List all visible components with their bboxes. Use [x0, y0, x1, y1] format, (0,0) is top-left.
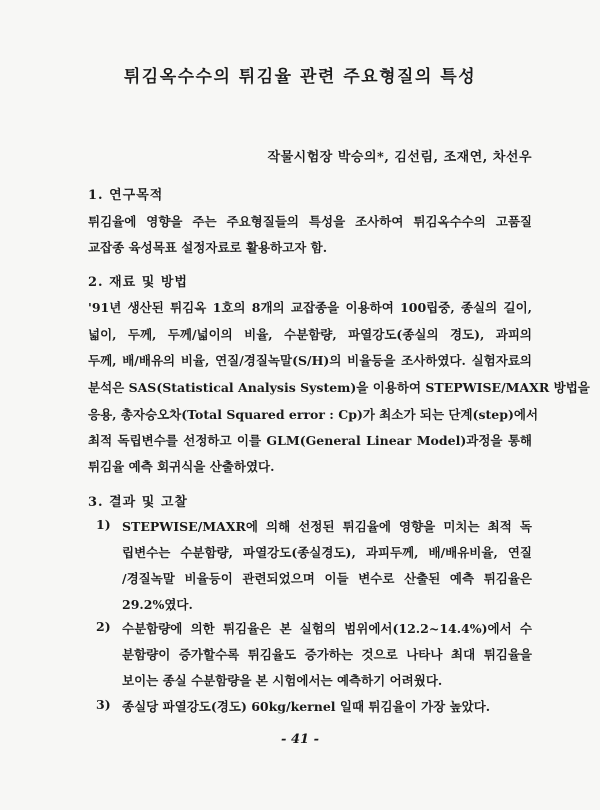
purpose-line: 튀김율에 영향을 주는 주요형질들의 특성을 조사하여 튀김옥수수의 고품질	[88, 214, 532, 229]
paper-title: 튀김옥수수의 튀김율 관련 주요형질의 특성	[123, 67, 477, 87]
result-item-number: 1)	[96, 517, 111, 532]
section-heading-methods: 2. 재료 및 방법	[88, 275, 188, 290]
result-item-line: 보이는 종실 수분함량을 본 시험에서는 예측하기 어려웠다.	[122, 673, 443, 688]
result-item-line: /경질녹말 비율등이 관련되었으며 이들 변수로 산출된 예측 튀김율은	[122, 571, 532, 586]
result-item-line: 29.2%였다.	[122, 597, 193, 612]
methods-line: 최적 독립변수를 선정하고 이를 GLM(General Linear Model)과정을 통해	[88, 433, 532, 448]
result-item-number: 2)	[96, 619, 111, 634]
page-number: - 41 -	[281, 732, 319, 747]
methods-line: 분석은 SAS(Statistical Analysis System)을 이용하여 STEPWISE/MAXR 방법을	[88, 380, 590, 395]
result-item-line: 분함량이 증가할수록 튀김율도 증가하는 것으로 나타나 최대 튀김율을	[122, 647, 532, 662]
result-item-line: 립변수는 수분함량, 파열강도(종실경도), 과피두께, 배/배유비율, 연질	[122, 545, 532, 560]
result-item-line: 수분함량에 의한 튀김율은 본 실험의 범위에서(12.2~14.4%)에서 수	[122, 621, 532, 636]
result-item-line: STEPWISE/MAXR에 의해 선정된 튀김율에 영향을 미치는 최적 독	[122, 519, 532, 534]
methods-line: 두께, 배/배유의 비율, 연질/경질녹말(S/H)의 비율등을 조사하였다. 실험자료의	[88, 353, 532, 368]
author-line: 작물시험장 박승의*, 김선림, 조재연, 차선우	[267, 150, 532, 165]
methods-line: 튀김율 예측 회귀식을 산출하였다.	[88, 459, 275, 474]
methods-line: 넓이, 두께, 두께/넓이의 비율, 수분함량, 파열강도(종실의 경도), 과피의	[88, 327, 532, 342]
section-heading-results: 3. 결과 및 고찰	[88, 495, 188, 510]
purpose-line: 교잡종 육성목표 설정자료로 활용하고자 함.	[88, 240, 328, 255]
methods-line: '91년 생산된 튀김옥 1호의 8개의 교잡종을 이용하여 100립중, 종실의 길이,	[88, 300, 532, 315]
methods-line: 응용, 총자승오차(Total Squared error : Cp)가 최소가 되는 단계(step)에서	[88, 407, 539, 422]
section-heading-purpose: 1. 연구목적	[88, 188, 164, 203]
result-item-line: 종실당 파열강도(경도) 60kg/kernel 일때 튀김율이 가장 높았다.	[122, 699, 491, 714]
result-item-number: 3)	[96, 697, 111, 712]
